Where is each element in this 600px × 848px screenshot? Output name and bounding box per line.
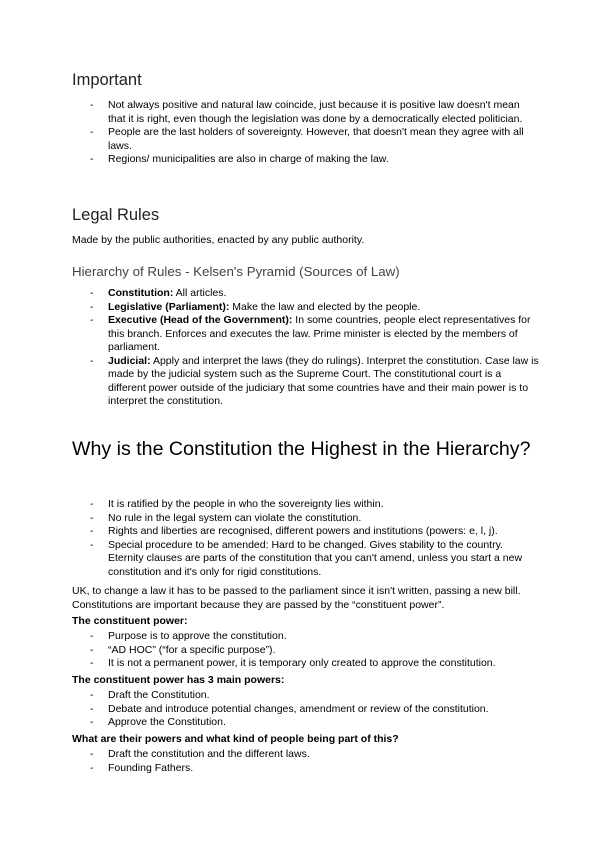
legal-rules-heading: Legal Rules <box>72 206 160 224</box>
item-text: Make the law and elected by the people. <box>229 300 421 313</box>
list-item: - People are the last holders of sovereignty. However, that doesn't mean they agree with all laws. <box>0 126 600 153</box>
their-powers-list <box>0 748 600 775</box>
three-powers-heading: The constituent power has 3 main powers: <box>72 674 285 686</box>
list-item: - Special procedure to be amended: Hard to be changed. Gives stability to the country. Eternity clauses are parts of the constitution that you can't amend, unless you start a new constitution and it's only for rigid constitutions. <box>0 539 600 580</box>
list-item <box>0 314 600 355</box>
important-heading: Important <box>72 71 142 89</box>
item-label: Legislative (Parliament): <box>108 300 230 313</box>
why-constitution-heading: Why is the Constitution the Highest in the Hierarchy? <box>72 438 531 460</box>
legal-rules-intro: Made by the public authorities, enacted by any public authority. <box>72 234 365 246</box>
list-item: - Founding Fathers. <box>0 762 600 776</box>
list-item: - “AD HOC” (“for a specific purpose”). <box>0 644 600 658</box>
list-item: - Not always positive and natural law coincide, just because it is positive law doesn't mean that it is right, even though the legislation was done by a democratically elected politician. <box>0 99 600 126</box>
three-powers-list <box>0 689 600 730</box>
list-item: - Draft the constitution and the different laws. <box>0 748 600 762</box>
list-item: - Debate and introduce potential changes, amendment or review of the constitution. <box>0 703 600 717</box>
list-item: - Purpose is to approve the constitution. <box>0 630 600 644</box>
hierarchy-list <box>0 287 600 409</box>
their-powers-heading: What are their powers and what kind of people being part of this? <box>72 733 399 745</box>
list-item: - Rights and liberties are recognised, different powers and institutions (powers: e, l, j). <box>0 525 600 539</box>
item-label: Judicial: <box>108 354 151 367</box>
item-text: All articles. <box>173 287 227 299</box>
list-item: - Regions/ municipalities are also in charge of making the law. <box>0 153 600 167</box>
list-item <box>0 355 600 409</box>
list-item: - Draft the Constitution. <box>0 689 600 703</box>
item-text: Apply and interpret the laws (they do rulings). Interpret the constitution. Case law is made by the judicial system such as the Supreme Court. The constitutional court is a different power outside of the judiciary that some countries have and their main power is to interpret the constitution. <box>108 354 539 407</box>
list-item: - Approve the Constitution. <box>0 716 600 730</box>
list-item: - No rule in the legal system can violate the constitution. <box>0 512 600 526</box>
important-list <box>0 99 600 167</box>
constituent-power-list <box>0 630 600 671</box>
item-label: Constitution: <box>108 287 174 299</box>
item-label: Executive (Head of the Government): <box>108 314 293 326</box>
list-item <box>0 301 600 315</box>
constituent-power-heading: The constituent power: <box>72 615 188 627</box>
list-item: - It is ratified by the people in who the sovereignty lies within. <box>0 498 600 512</box>
hierarchy-heading: Hierarchy of Rules - Kelsen's Pyramid (Sources of Law) <box>72 264 400 279</box>
list-item: - It is not a permanent power, it is temporary only created to approve the constitution. <box>0 657 600 671</box>
why-constitution-list <box>0 498 600 579</box>
uk-paragraph: UK, to change a law it has to be passed to the parliament since it isn't written, passing a new bill. Constitutions are important because they are passed by the “constituent power”. <box>72 585 521 611</box>
list-item <box>0 287 600 301</box>
item-text: In some countries, people elect representatives for this branch. Enforces and executes the law. Prime minister is elected by the members of parliament. <box>108 314 531 353</box>
